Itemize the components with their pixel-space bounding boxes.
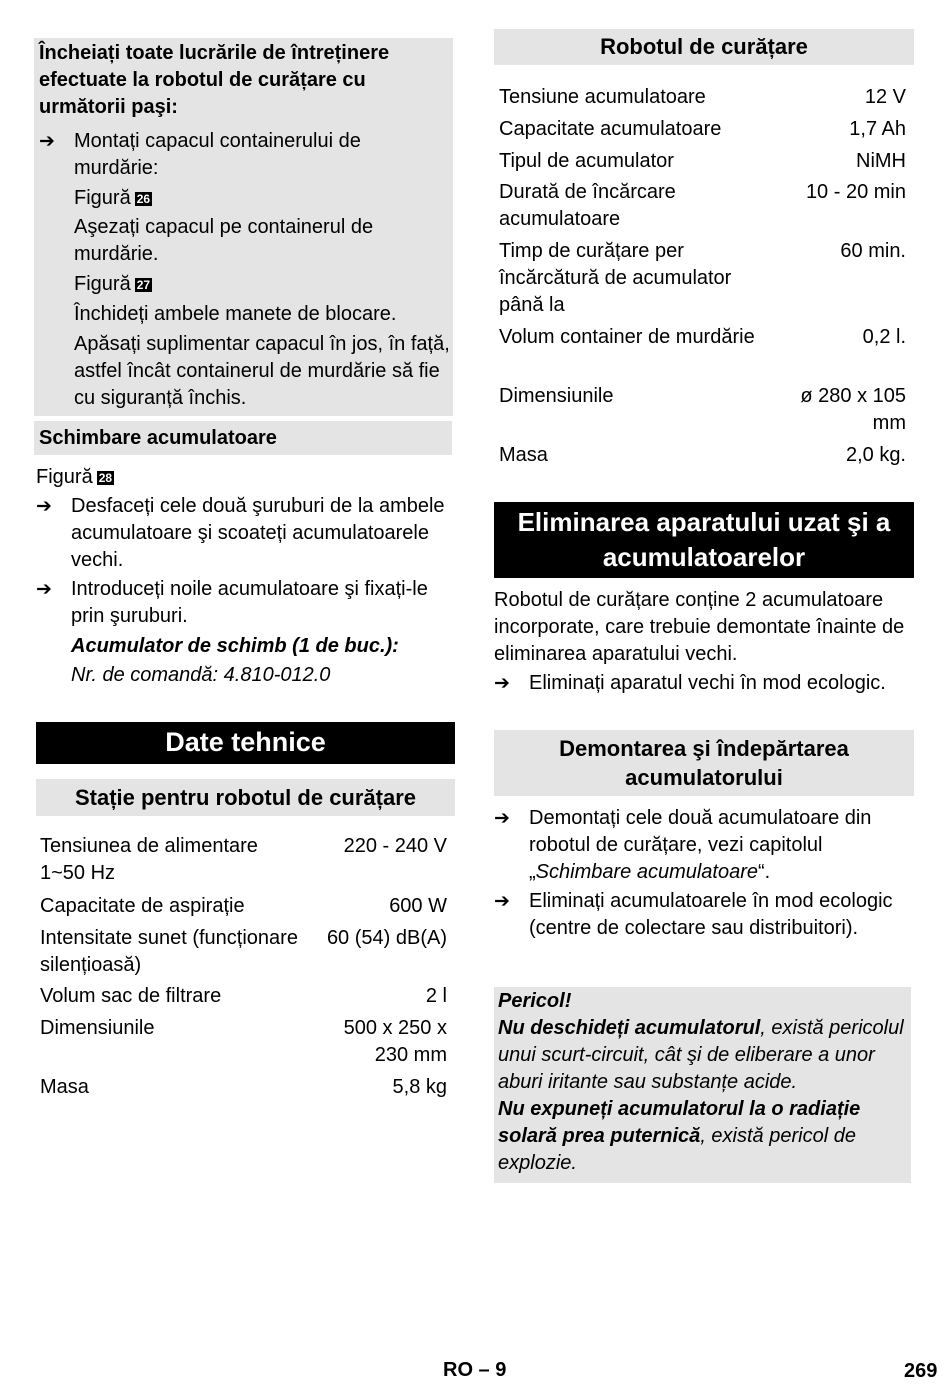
danger-paragraph-2 bbox=[498, 1096, 906, 1177]
figure-label: Figură bbox=[36, 466, 93, 488]
maintenance-text-1: Aşezați capacul pe containerul de murdărie. bbox=[74, 216, 374, 265]
removal-section bbox=[494, 805, 914, 942]
page-number: 269 bbox=[904, 1360, 938, 1382]
spec-label: Durată de încărcare acumulatoare bbox=[499, 181, 676, 230]
danger-box bbox=[494, 987, 911, 1183]
spec-label: Volum sac de filtrare bbox=[40, 985, 222, 1007]
order-number: Nr. de comandă: 4.810-012.0 bbox=[71, 664, 331, 686]
figure-ref-27 bbox=[74, 271, 449, 298]
maintenance-text-2: Închideți ambele manete de blocare. bbox=[74, 303, 397, 325]
spec-label: Dimensiunile bbox=[499, 385, 614, 407]
spec-value: 60 min. bbox=[840, 240, 906, 262]
battery-step-1 bbox=[36, 493, 456, 574]
spec-label: Timp de curățare per încărcătură de acumulator până la bbox=[499, 240, 732, 316]
danger-warning-text: , există pericol de explozie. bbox=[498, 1125, 856, 1174]
spec-value: 1,7 Ah bbox=[849, 118, 906, 140]
figure-number-badge: 28 bbox=[98, 470, 113, 485]
removal-step-2 bbox=[494, 888, 914, 942]
removal-heading-text: Demontarea şi îndepărtarea acumulatorului bbox=[559, 736, 849, 790]
maintenance-step-text: Montați capacul containerului de murdărie: bbox=[74, 130, 361, 179]
maintenance-box bbox=[34, 38, 453, 416]
arrow-icon: ➔ bbox=[494, 808, 510, 829]
maintenance-title: Încheiați toate lucrările de întreținere efectuate la robotul de curățare cu următorii paşi: bbox=[39, 42, 390, 118]
spec-value: 10 - 20 min bbox=[805, 181, 906, 203]
disposal-step-text: Eliminați aparatul vechi în mod ecologic. bbox=[529, 672, 886, 694]
spec-value: 60 (54) dB(A) bbox=[326, 927, 447, 949]
removal-heading bbox=[494, 730, 914, 796]
spec-value: 220 - 240 V bbox=[343, 835, 447, 857]
figure-label: Figură bbox=[74, 273, 131, 295]
battery-section bbox=[36, 464, 456, 689]
disposal-title bbox=[494, 502, 914, 578]
maintenance-step bbox=[39, 128, 449, 412]
danger-paragraph-1 bbox=[498, 1015, 906, 1096]
arrow-icon: ➔ bbox=[39, 131, 55, 152]
spec-value: 5,8 kg bbox=[392, 1076, 447, 1098]
spec-label: Tensiune acumulatoare bbox=[499, 86, 706, 108]
figure-ref-28 bbox=[36, 464, 456, 491]
removal-step-1-text bbox=[529, 805, 914, 886]
removal-step-2-text: Eliminați acumulatoarele în mod ecologic (centre de colectare sau distribuitori). bbox=[529, 890, 893, 939]
spec-label: Intensitate sunet (funcționare silențioasă) bbox=[40, 927, 298, 976]
spec-label: Tipul de acumulator bbox=[499, 150, 674, 172]
spec-value: 12 V bbox=[864, 86, 906, 108]
battery-step-2 bbox=[36, 576, 456, 630]
removal-step-1 bbox=[494, 805, 914, 886]
battery-step-2-text: Introduceți noile acumulatoare şi fixați-le prin şuruburi. bbox=[71, 578, 428, 627]
disposal-text: Robotul de curățare conține 2 acumulatoare incorporate, care trebuie demontate înainte de eliminarea aparatului vechi. bbox=[494, 589, 905, 665]
spec-value: 2 l bbox=[425, 985, 447, 1007]
arrow-icon: ➔ bbox=[36, 579, 52, 600]
robot-heading: Robotul de curățare bbox=[494, 29, 914, 65]
spec-label: Capacitate de aspirație bbox=[40, 895, 245, 917]
arrow-icon: ➔ bbox=[36, 496, 52, 517]
removal-step-1-part: Demontați cele două acumulatoare din robotul de curățare, vezi capitolul „ bbox=[529, 807, 872, 883]
tech-data-title: Date tehnice bbox=[36, 722, 455, 764]
spec-label: Masa bbox=[40, 1076, 89, 1098]
footer-section-label: RO – 9 bbox=[443, 1359, 507, 1381]
arrow-icon: ➔ bbox=[494, 673, 510, 694]
spec-label: Capacitate acumulatoare bbox=[499, 118, 722, 140]
danger-warning-bold: Nu deschideți acumulatorul bbox=[498, 1017, 761, 1039]
disposal-title-text: Eliminarea aparatului uzat şi a acumulatoarelor bbox=[517, 507, 891, 572]
chapter-reference: Schimbare acumulatoare bbox=[535, 861, 759, 883]
spec-value: 2,0 kg. bbox=[845, 444, 906, 466]
battery-step-1-text: Desfaceți cele două şuruburi de la ambele acumulatoare şi scoateți acumulatoarele vechi. bbox=[71, 495, 445, 571]
spec-value: NiMH bbox=[856, 150, 906, 172]
figure-number-badge: 26 bbox=[136, 191, 151, 206]
spec-value: 0,2 l. bbox=[862, 326, 906, 348]
figure-ref-26 bbox=[74, 185, 449, 212]
spec-value: 500 x 250 x 230 mm bbox=[343, 1017, 447, 1066]
danger-title: Pericol! bbox=[498, 990, 572, 1012]
spec-value: 600 W bbox=[389, 895, 447, 917]
spare-battery-label: Acumulator de schimb (1 de buc.): bbox=[71, 635, 399, 657]
maintenance-text-3: Apăsați suplimentar capacul în jos, în față, astfel încât containerul de murdărie să fie cu siguranță închis. bbox=[74, 333, 450, 409]
battery-heading: Schimbare acumulatoare bbox=[34, 421, 452, 455]
spec-label: Dimensiunile bbox=[40, 1017, 155, 1039]
figure-label: Figură bbox=[74, 187, 131, 209]
spec-value: ø 280 x 105 mm bbox=[800, 385, 906, 434]
spec-label: Volum container de murdărie bbox=[499, 326, 755, 348]
disposal-step bbox=[494, 670, 914, 697]
disposal-section bbox=[494, 587, 914, 697]
danger-warning-text: , există pericolul unui scurt-circuit, cât şi de eliberare a unor aburi iritante sau substanțe acide. bbox=[498, 1017, 904, 1093]
arrow-icon: ➔ bbox=[494, 891, 510, 912]
station-heading: Stație pentru robotul de curățare bbox=[36, 779, 455, 816]
figure-number-badge: 27 bbox=[136, 277, 151, 292]
spec-label: Tensiunea de alimentare 1~50 Hz bbox=[40, 835, 258, 884]
spec-label: Masa bbox=[499, 444, 548, 466]
removal-step-1-part: “. bbox=[758, 861, 771, 883]
danger-warning-bold: Nu expuneți acumulatorul la o radiație solară prea puternică bbox=[498, 1098, 861, 1147]
